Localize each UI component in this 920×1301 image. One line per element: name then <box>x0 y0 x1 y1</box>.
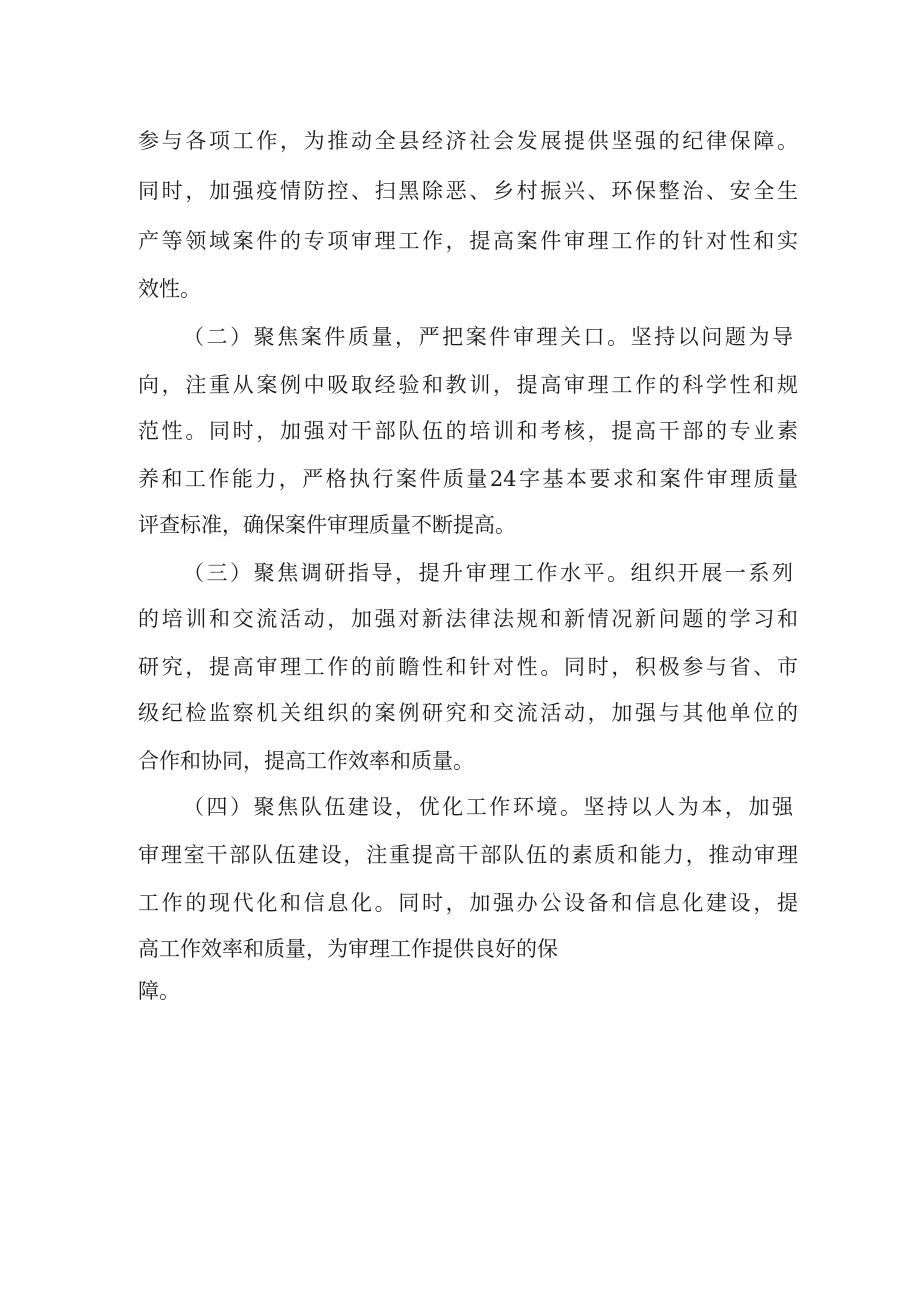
text-line: 同时，加强疫情防控、扫黑除恶、乡村振兴、环保整治、安全生 <box>138 179 798 203</box>
text-line: 研究，提高审理工作的前瞻性和针对性。同时，积极参与省、市 <box>138 655 798 679</box>
text-line: 评查标准，确保案件审理质量不断提高。 <box>138 513 516 537</box>
text-line: 高工作效率和质量，为审理工作提供良好的保 <box>138 937 558 961</box>
text-line: 养和工作能力，严格执行案件质量24字基本要求和案件审理质量 <box>138 467 798 491</box>
text-line: 合作和协同，提高工作效率和质量。 <box>138 749 474 773</box>
text-line: 审理室干部队伍建设，注重提高干部队伍的素质和能力，推动审理 <box>138 843 798 867</box>
text-line: 级纪检监察机关组织的案例研究和交流活动，加强与其他单位的 <box>138 701 798 725</box>
text-line: 效性。 <box>138 277 201 301</box>
text-line: 范性。同时，加强对干部队伍的培训和考核，提高干部的专业素 <box>138 419 798 443</box>
text-line: 工作的现代化和信息化。同时，加强办公设备和信息化建设，提 <box>138 891 798 915</box>
paragraph-heading-line: （四）聚焦队伍建设，优化工作环境。坚持以人为本，加强 <box>183 795 793 819</box>
paragraph-heading-line: （二）聚焦案件质量，严把案件审理关口。坚持以问题为导 <box>183 325 793 349</box>
text-line: 参与各项工作，为推动全县经济社会发展提供坚强的纪律保障。 <box>138 129 798 153</box>
paragraph-heading-line: （三）聚焦调研指导，提升审理工作水平。组织开展一系列 <box>183 561 793 585</box>
text-line: 向，注重从案例中吸取经验和教训，提高审理工作的科学性和规 <box>138 373 798 397</box>
text-line: 的培训和交流活动，加强对新法律法规和新情况新问题的学习和 <box>138 607 798 631</box>
text-line: 障。 <box>138 979 180 1003</box>
text-line: 产等领域案件的专项审理工作，提高案件审理工作的针对性和实 <box>138 229 798 253</box>
